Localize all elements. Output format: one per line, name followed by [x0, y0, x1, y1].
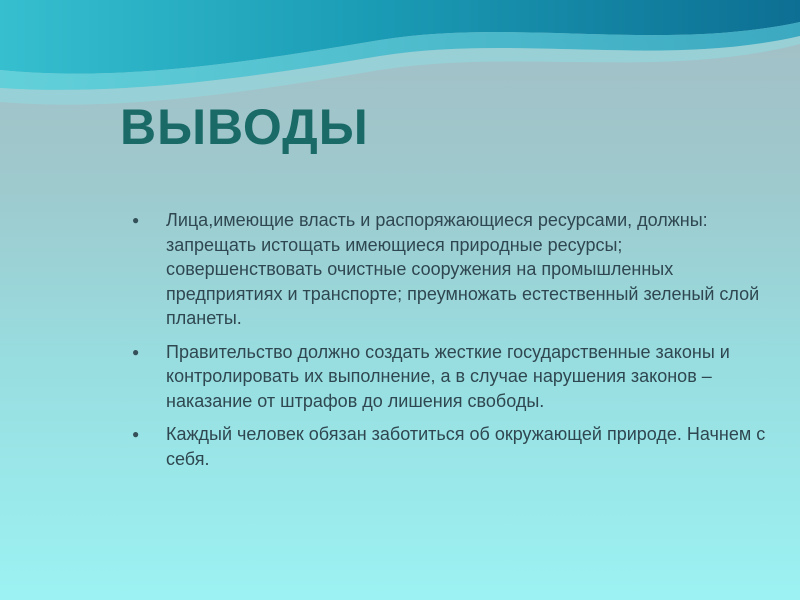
- bullet-item: [130, 208, 775, 331]
- bullet-dot-icon: ●: [132, 427, 140, 441]
- bullet-text: Правительство должно создать жесткие государственные законы и контролировать их выполнение, а в случае нарушения законов – наказание от штрафов до лишения свободы.: [166, 341, 730, 411]
- bullet-item: [130, 422, 775, 471]
- bullet-item: [130, 340, 775, 414]
- bullet-text: Каждый человек обязан заботиться об окружающей природе. Начнем с себя.: [166, 424, 766, 469]
- bullet-dot-icon: ●: [132, 213, 140, 227]
- bullet-text: Лица,имеющие власть и распоряжающиеся ресурсами, должны: запрещать истощать имеющиеся природные ресурсы; совершенствовать очистные сооружения на промышленных предприятиях и транспорте; преумножать естественный зеленый слой планеты.: [166, 210, 760, 328]
- conclusions-list: [130, 208, 775, 480]
- slide-title: ВЫВОДЫ: [120, 99, 369, 155]
- bullet-dot-icon: ●: [132, 344, 140, 359]
